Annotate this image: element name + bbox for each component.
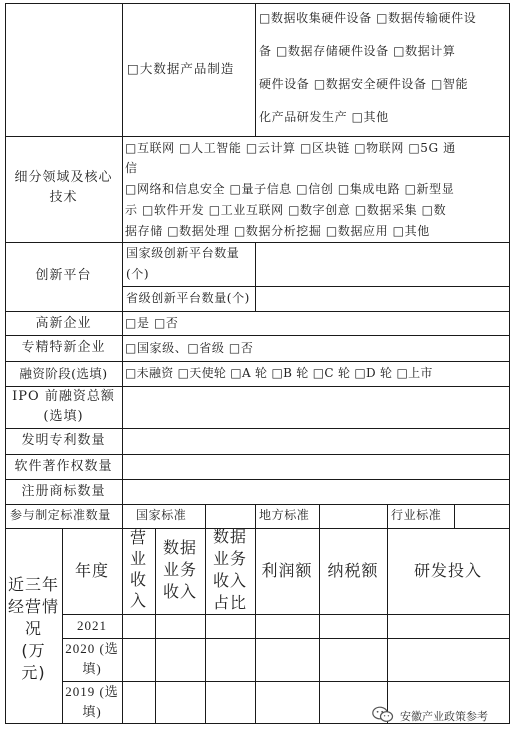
option-line[interactable]: 信 [125, 161, 138, 175]
innovation-label: 创新平台 [35, 268, 92, 283]
watermark-text: 安徽产业政策参考 [400, 710, 488, 723]
provincial-platform-input[interactable] [256, 287, 509, 311]
col-divider-product [255, 3, 256, 136]
financing-options[interactable]: □未融资 □天使轮 □A 轮 □B 轮 □C 轮 □D 轮 □上市 [125, 366, 433, 380]
rnd-2021-input[interactable] [388, 615, 509, 638]
header-profit: 利润额 [261, 561, 313, 580]
patents-input[interactable] [123, 429, 509, 454]
provincial-platform-label: 省级创新平台数量(个) [126, 291, 250, 305]
specialized-options[interactable]: □国家级、□省级 □否 [125, 341, 254, 355]
specialized-label: 专精特新企业 [21, 340, 106, 355]
industry-standard-input[interactable] [455, 505, 509, 528]
financing-label: 融资阶段(选填) [19, 366, 108, 381]
hightech-options[interactable]: □是 □否 [125, 316, 179, 330]
ipo-input[interactable] [123, 387, 509, 428]
ipo-label: IPO 前融资总额 (选填) [12, 389, 115, 424]
header-rnd: 研发投入 [413, 561, 482, 580]
wechat-icon [372, 706, 394, 723]
header-data-ratio: 数据 业务 收入 占比 [212, 527, 247, 612]
fields-label: 细分领域及核心 技术 [14, 170, 113, 205]
revenue-2021-input[interactable] [123, 615, 155, 638]
year-2019: 2019 (选 填) [65, 684, 119, 719]
trademark-label: 注册商标数量 [21, 484, 106, 499]
national-standard-label: 国家标准 [136, 508, 187, 522]
industry-standard-label: 行业标准 [391, 508, 442, 522]
product-mfg-label: □大数据产品制造 [127, 61, 235, 76]
option-line[interactable]: □数据收集硬件设备 □数据传输硬件设 [259, 11, 477, 25]
software-label: 软件著作权数量 [14, 459, 113, 474]
option-line[interactable]: 据存储 □数据处理 □数据分析挖掘 □数据应用 □其他 [125, 224, 430, 238]
operations-label: 近三年 经营情 况 (万 元) [7, 575, 59, 682]
tax-2021-input[interactable] [320, 615, 387, 638]
trademark-input[interactable] [123, 480, 509, 504]
watermark [372, 703, 512, 727]
option-line[interactable]: 备 □数据存储硬件设备 □数据计算 [259, 44, 456, 58]
software-input[interactable] [123, 455, 509, 479]
year-2021: 2021 [77, 618, 107, 633]
local-standard-label: 地方标准 [259, 508, 310, 522]
data-revenue-2021-input[interactable] [156, 615, 205, 638]
option-line[interactable]: □互联网 □人工智能 □云计算 □区块链 □物联网 □5G 通 [125, 141, 456, 155]
option-line[interactable]: □网络和信息安全 □量子信息 □信创 □集成电路 □新型显 [125, 182, 455, 196]
header-revenue: 营 业 收 入 [129, 528, 147, 610]
data-ratio-2021-input[interactable] [206, 615, 255, 638]
hightech-label: 高新企业 [35, 316, 92, 331]
header-tax: 纳税额 [327, 561, 379, 580]
local-standard-input[interactable] [320, 505, 387, 528]
option-line[interactable]: 硬件设备 □数据安全硬件设备 □智能 [259, 77, 469, 91]
national-platform-input[interactable] [256, 243, 509, 286]
national-standard-input[interactable] [206, 505, 255, 528]
standards-label: 参与制定标准数量 [10, 508, 111, 522]
option-line[interactable]: 示 □软件开发 □工业互联网 □数字创意 □数据采集 □数 [125, 203, 447, 217]
patents-label: 发明专利数量 [21, 433, 106, 448]
year-2020: 2020 (选 填) [65, 641, 119, 676]
option-line[interactable]: 化产品研发生产 □其他 [259, 110, 389, 124]
header-data-revenue: 数据 业务 收入 [162, 538, 197, 601]
header-year: 年度 [74, 561, 109, 580]
profit-2021-input[interactable] [256, 615, 319, 638]
national-platform-label: 国家级创新平台数量 (个) [126, 246, 240, 281]
table-border-right [509, 3, 510, 724]
checkbox-icon[interactable]: □ [127, 61, 140, 76]
table-border-top [5, 3, 510, 4]
